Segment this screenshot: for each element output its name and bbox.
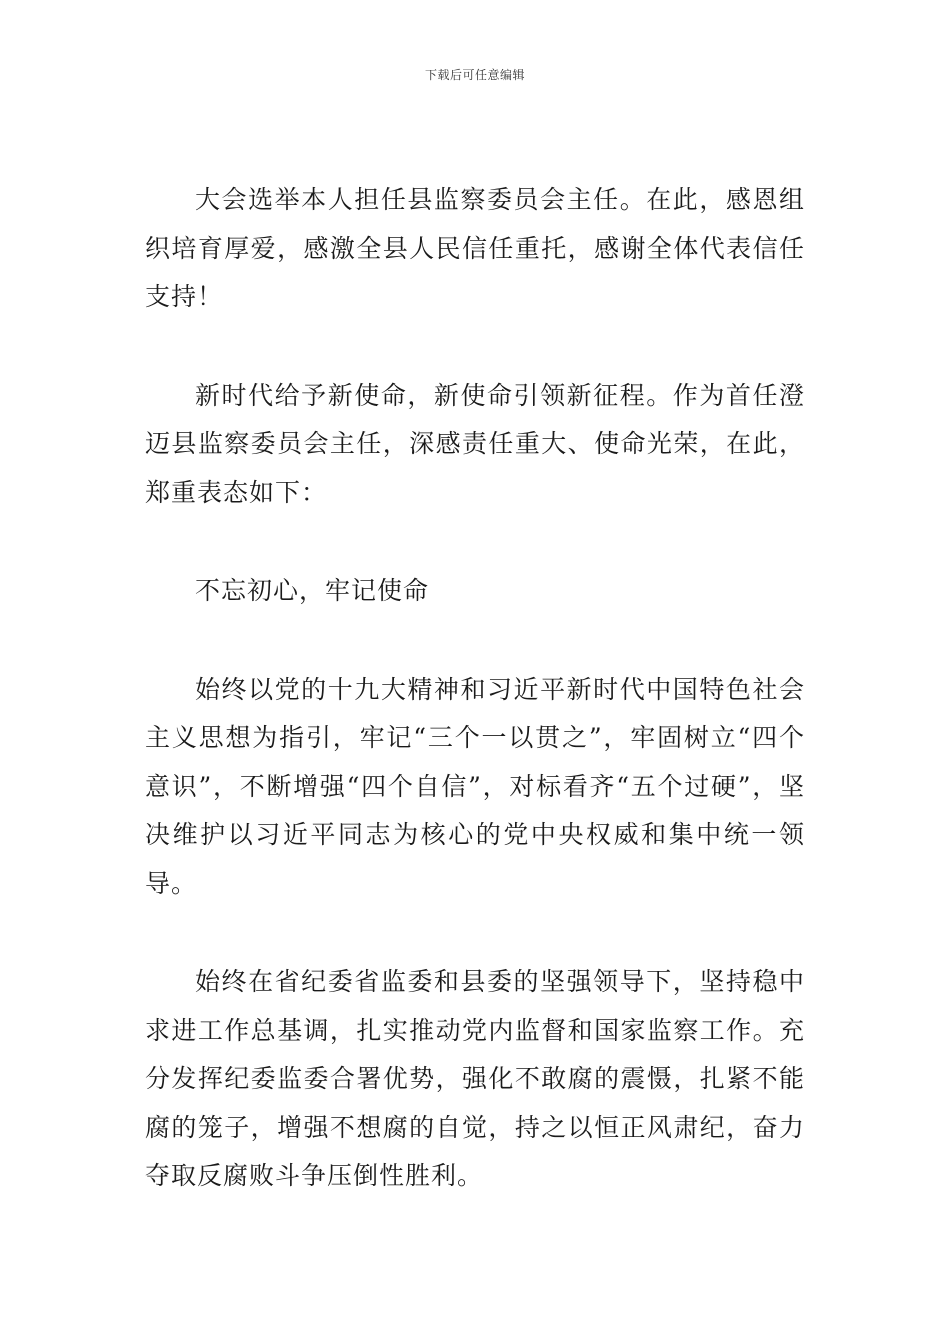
paragraph-leadership: 始终在省纪委省监委和县委的坚强领导下，坚持稳中求进工作总基调，扎实推动党内监督和国家监察工作。充分发挥纪委监委合署优势，强化不敢腐的震慑，扎紧不能腐的笼子，增强不想腐的自觉，持之以恒正风肃纪，奋力夺取反腐败斗争压倒性胜利。	[145, 967, 805, 1190]
section-heading: 不忘初心，牢记使命	[195, 576, 430, 605]
paragraph-new-mission: 新时代给予新使命，新使命引领新征程。作为首任澄迈县监察委员会主任，深感责任重大、使命光荣，在此，郑重表态如下：	[145, 380, 805, 507]
document-body	[145, 176, 805, 1251]
page-header-note: 下载后可任意编辑	[424, 68, 525, 82]
paragraph-guidance: 始终以党的十九大精神和习近平新时代中国特色社会主义思想为指引，牢记“三个一以贯之”，牢固树立“四个意识”，不断增强“四个自信”，对标看齐“五个过硬”，坚决维护以习近平同志为核心的党中央权威和集中统一领导。	[145, 674, 805, 898]
paragraph-election: 大会选举本人担任县监察委员会主任。在此，感恩组织培育厚爱，感激全县人民信任重托，感谢全体代表信任支持！	[145, 185, 805, 311]
